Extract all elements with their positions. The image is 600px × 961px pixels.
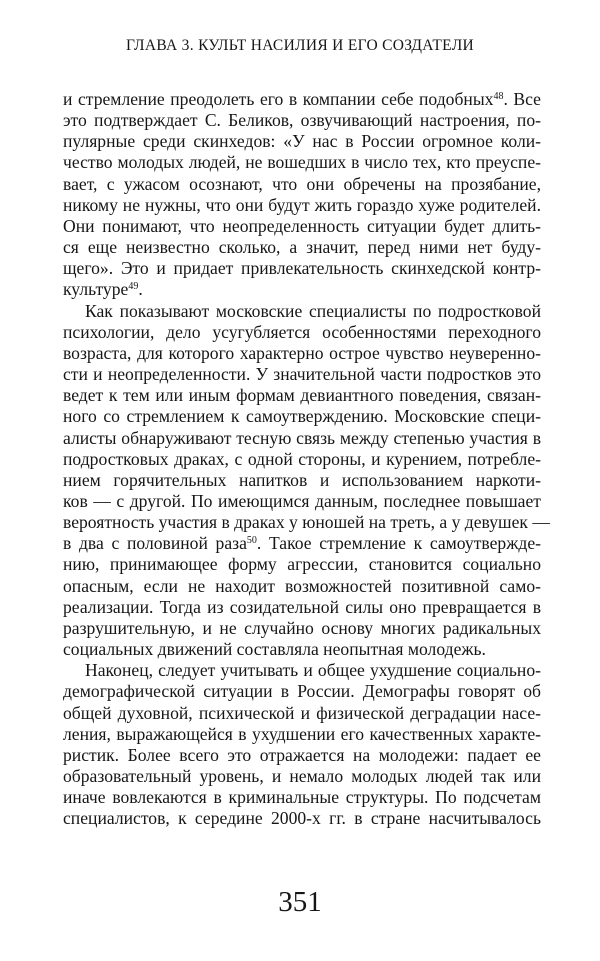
- text-line: подростковых драках, с одной стороны, и курением, потребле-: [63, 448, 541, 469]
- text-line: общей духовной, психической и физической деградации насе-: [63, 702, 541, 723]
- text-line: ков — с другой. По имеющимся данным, последнее повышает: [63, 490, 541, 511]
- paragraph: [63, 89, 541, 301]
- text-line: ся еще неизвестно сколько, а значит, перед ними нет буду-: [63, 237, 541, 258]
- page-number: 351: [278, 886, 322, 918]
- text-line: возраста, для которого характерно острое чувство неуверенно-: [63, 342, 541, 363]
- text-line: реализации. Тогда из созидательной силы оно превращается в: [63, 596, 541, 617]
- paragraph: [63, 300, 550, 661]
- text-line: социальных движений составляла неопытная молодежь.: [63, 639, 486, 660]
- footnote-marker: 49: [128, 281, 139, 293]
- paragraph: [63, 660, 541, 829]
- text-line: психологии, дело усугубляется особенностями переходного: [63, 321, 541, 342]
- text-line: вает, с ужасом осознают, что они обречены на прозябание,: [63, 173, 541, 194]
- text-line: вероятность участия в драках у юношей на треть, а у девушек —: [63, 512, 550, 533]
- text-line: опасным, если не находит возможностей позитивной само-: [63, 575, 541, 596]
- text-line: ления, выражающейся в ухудшении его качественных характе-: [63, 723, 541, 744]
- text-line: нием горячительных напитков и использованием наркоти-: [63, 469, 541, 490]
- text-line: пулярные среди скинхедов: «У нас в России огромное коли-: [63, 131, 541, 152]
- text-line: Наконец, следует учитывать и общее ухудшение социально-: [85, 660, 541, 681]
- footnote-marker: 48: [493, 91, 504, 102]
- text-line: в два с половиной раза$^{50}$. Такое стремление к самоутвержде-: [63, 533, 541, 554]
- text-line: ведет к тем или иным формам девиантного поведения, связан-: [63, 385, 541, 406]
- running-head: ГЛАВА 3. КУЛЬТ НАСИЛИЯ И ЕГО СОЗДАТЕЛИ: [125, 37, 475, 54]
- footnote-marker: 50: [246, 535, 257, 547]
- text-line: образовательный уровень, и немало молодых людей так или: [63, 766, 541, 786]
- text-line: ного со стремлением к самоутверждению. Московские специ-: [63, 406, 541, 427]
- text-line: чество молодых людей, не вошедших в число тех, кто преуспе-: [63, 152, 541, 173]
- text-line: иначе вовлекаются в криминальные структуры. По подсчетам: [63, 787, 541, 808]
- text-line: разрушительную, и не случайно основу многих радикальных: [63, 617, 541, 638]
- text-line: сти и неопределенности. У значительной части подростков это: [63, 364, 541, 385]
- text-line: алисты обнаруживают тесную связь между степенью участия в: [63, 427, 541, 448]
- text-line: культуре$^{49}$.: [63, 279, 143, 300]
- text-line: нию, принимающее форму агрессии, становится социально: [63, 554, 541, 575]
- text-line: демографической ситуации в России. Демографы говорят об: [63, 681, 541, 702]
- text-line: это подтверждает С. Беликов, озвучивающий настроения, по-: [63, 110, 541, 131]
- text-line: и стремление преодолеть его в компании себе подобных$^{48}$. Все: [63, 89, 541, 109]
- text-line: щего». Это и придает привлекательность скинхедской контр-: [63, 258, 541, 279]
- text-line: Они понимают, что неопределенность ситуации будет длить-: [63, 215, 541, 236]
- text-line: ристик. Более всего это отражается на молодежи: падает ее: [63, 744, 541, 765]
- text-line: никому не нужны, что они будут жить гораздо хуже родителей.: [63, 194, 541, 215]
- text-line: специалистов, к середине 2000-х гг. в стране насчитывалось: [63, 808, 541, 829]
- body-text: [63, 89, 550, 829]
- text-line: Как показывают московские специалисты по подростковой: [85, 300, 541, 321]
